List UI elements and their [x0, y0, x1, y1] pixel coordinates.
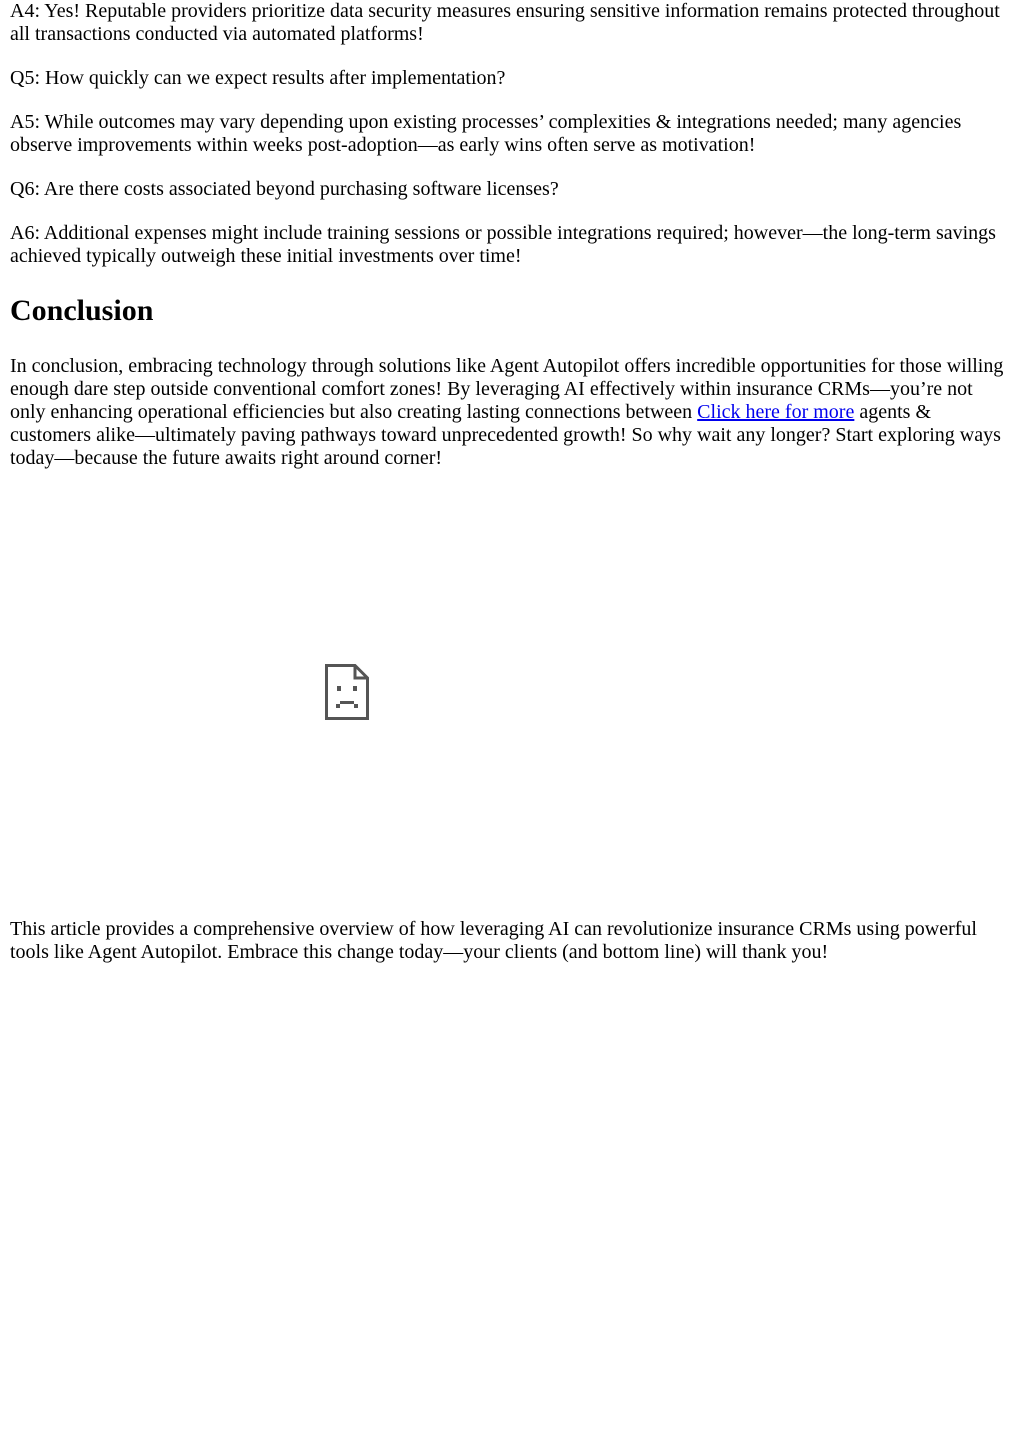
faq-question-5: Q5: How quickly can we expect results after implementation?: [10, 67, 506, 89]
click-here-link[interactable]: Click here for more: [697, 401, 855, 423]
conclusion-text-after-link: agents & customers alike—ultimately paving pathways toward unprecedented growth! So why wait any longer? Start exploring ways today—because the future awaits right around corner!: [10, 401, 1001, 469]
broken-page-icon: [325, 664, 369, 720]
faq-answer-6: A6: Additional expenses might include training sessions or possible integrations required; however—the long-term savings achieved typically outweigh these initial investments over time!: [10, 222, 996, 267]
conclusion-paragraph: [10, 355, 1012, 470]
embedded-content-frame: [10, 484, 680, 898]
faq-question-6: Q6: Are there costs associated beyond purchasing software licenses?: [10, 178, 559, 200]
conclusion-text-before-link: In conclusion, embracing technology through solutions like Agent Autopilot offers incredible opportunities for those willing enough dare step outside conventional comfort zones! By leveraging AI effectively within insurance CRMs—you’re not only enhancing operational efficiencies but also creating lasting connections between: [10, 355, 1004, 423]
faq-answer-4: A4: Yes! Reputable providers prioritize data security measures ensuring sensitive information remains protected throughout all transactions conducted via automated platforms!: [10, 0, 1000, 45]
conclusion-heading: Conclusion: [10, 294, 154, 327]
article-summary: This article provides a comprehensive overview of how leveraging AI can revolutionize insurance CRMs using powerful tools like Agent Autopilot. Embrace this change today—your clients (and bottom line) will thank you!: [10, 918, 977, 963]
faq-answer-5: A5: While outcomes may vary depending upon existing processes’ complexities & integrations needed; many agencies observe improvements within weeks post-adoption—as early wins often serve as motivation!: [10, 111, 962, 156]
